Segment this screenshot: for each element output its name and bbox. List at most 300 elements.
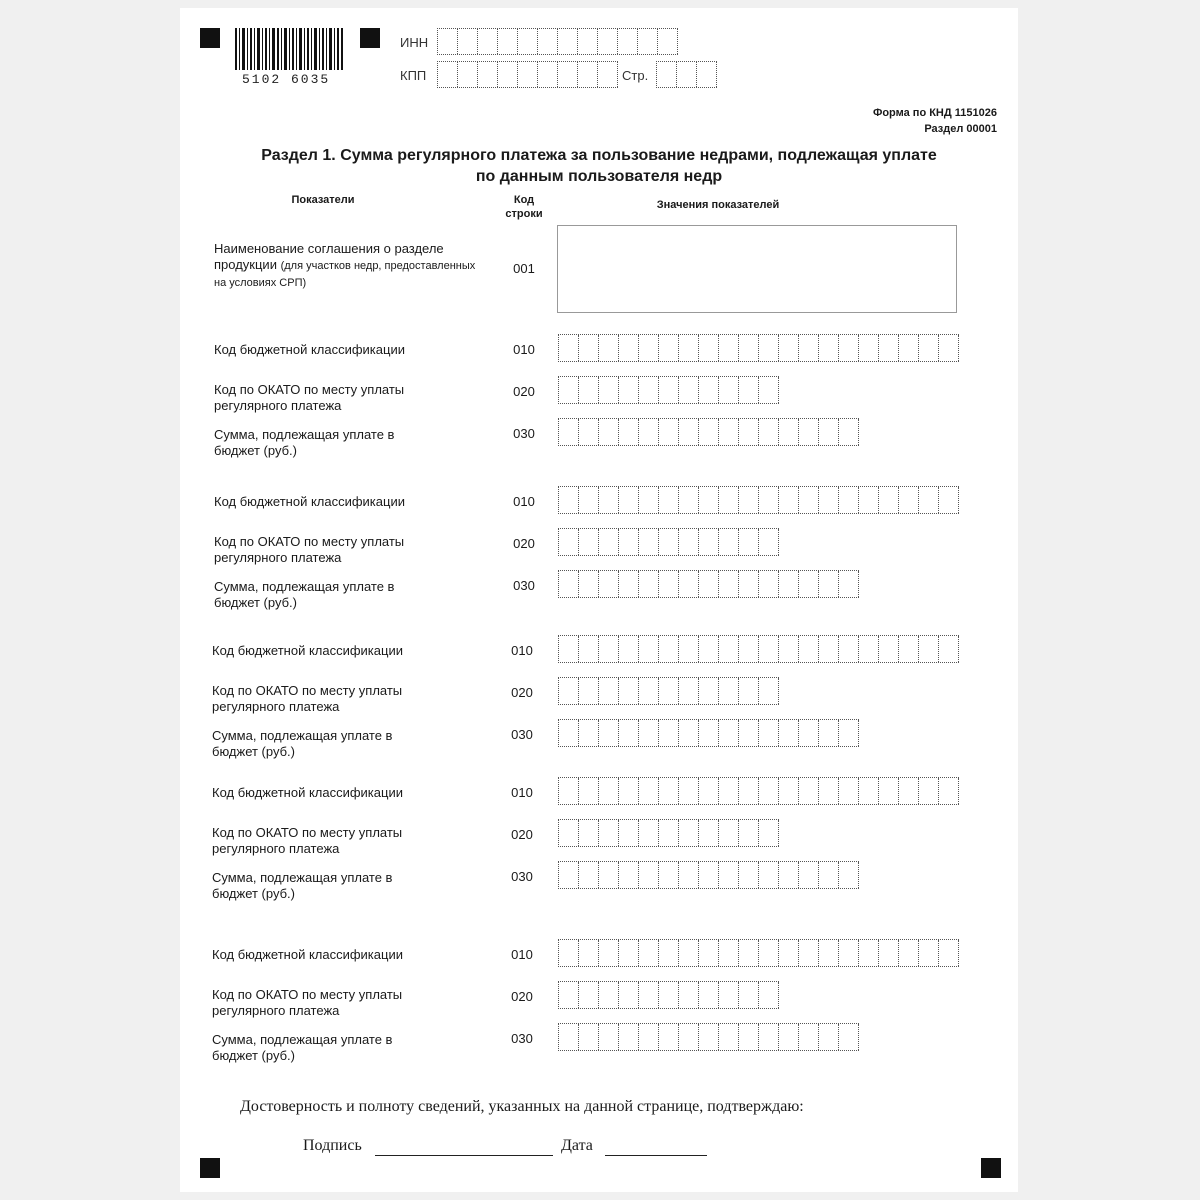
input-cell[interactable] [739,377,759,403]
input-cell[interactable] [697,62,717,87]
signature-field[interactable] [375,1155,553,1156]
input-cell[interactable] [699,419,719,445]
block-2-kbk-field[interactable] [558,486,959,514]
block-3-okato-field[interactable] [558,677,779,705]
input-cell[interactable] [939,778,959,804]
input-cell[interactable] [619,820,639,846]
input-cell[interactable] [719,419,739,445]
block-5-kbk-field[interactable] [558,939,959,967]
input-cell[interactable] [899,778,919,804]
input-cell[interactable] [599,335,619,361]
input-cell[interactable] [839,571,859,597]
input-cell[interactable] [879,335,899,361]
input-cell[interactable] [779,720,799,746]
input-cell[interactable] [759,529,779,555]
input-cell[interactable] [839,636,859,662]
input-cell[interactable] [779,487,799,513]
input-cell[interactable] [558,62,578,87]
page-label: Стр. [622,68,649,83]
input-cell[interactable] [619,940,639,966]
input-cell[interactable] [799,487,819,513]
input-cell[interactable] [919,636,939,662]
input-cell[interactable] [819,1024,839,1050]
input-cell[interactable] [679,982,699,1008]
input-cell[interactable] [619,335,639,361]
input-cell[interactable] [859,940,879,966]
input-cell[interactable] [719,571,739,597]
input-cell[interactable] [639,335,659,361]
agreement-label-main: Наименование соглашения о разделе продукции [214,241,444,272]
input-cell[interactable] [799,862,819,888]
input-cell[interactable] [759,940,779,966]
input-cell[interactable] [739,982,759,1008]
input-cell[interactable] [639,862,659,888]
input-cell[interactable] [759,377,779,403]
input-cell[interactable] [759,678,779,704]
input-cell[interactable] [719,487,739,513]
input-cell[interactable] [599,636,619,662]
input-cell[interactable] [819,940,839,966]
block-4-okato-label: Код по ОКАТО по месту уплаты регулярного платежа [212,825,403,856]
input-cell[interactable] [699,862,719,888]
input-cell[interactable] [799,419,819,445]
input-cell[interactable] [639,820,659,846]
input-cell[interactable] [799,940,819,966]
input-cell[interactable] [879,636,899,662]
input-cell[interactable] [619,678,639,704]
input-cell[interactable] [458,29,478,54]
input-cell[interactable] [699,571,719,597]
agreement-label-note: (для участков недр, предоставленных на условиях СРП) [214,260,476,289]
input-cell[interactable] [638,29,658,54]
input-cell[interactable] [599,720,619,746]
input-cell[interactable] [739,419,759,445]
input-cell[interactable] [578,62,598,87]
input-cell[interactable] [679,720,699,746]
input-cell[interactable] [559,982,579,1008]
input-cell[interactable] [639,529,659,555]
input-cell[interactable] [819,720,839,746]
input-cell[interactable] [719,778,739,804]
input-cell[interactable] [579,571,599,597]
input-cell[interactable] [579,940,599,966]
block-2-okato-field[interactable] [558,528,779,556]
input-cell[interactable] [659,720,679,746]
input-cell[interactable] [739,487,759,513]
input-cell[interactable] [578,29,598,54]
input-cell[interactable] [839,487,859,513]
input-cell[interactable] [819,335,839,361]
input-cell[interactable] [719,529,739,555]
input-cell[interactable] [559,940,579,966]
input-cell[interactable] [679,636,699,662]
input-cell[interactable] [679,820,699,846]
input-cell[interactable] [719,377,739,403]
input-cell[interactable] [699,1024,719,1050]
input-cell[interactable] [779,571,799,597]
input-cell[interactable] [559,862,579,888]
input-cell[interactable] [659,419,679,445]
input-cell[interactable] [899,636,919,662]
input-cell[interactable] [739,529,759,555]
input-cell[interactable] [739,678,759,704]
input-cell[interactable] [699,335,719,361]
input-cell[interactable] [659,487,679,513]
input-cell[interactable] [719,940,739,966]
input-cell[interactable] [579,720,599,746]
input-cell[interactable] [779,778,799,804]
input-cell[interactable] [699,529,719,555]
input-cell[interactable] [498,29,518,54]
input-cell[interactable] [478,62,498,87]
input-cell[interactable] [679,778,699,804]
input-cell[interactable] [679,940,699,966]
block-4-sum-code: 030 [511,869,533,884]
block-5-sum-field[interactable] [558,1023,859,1051]
input-cell[interactable] [599,820,619,846]
input-cell[interactable] [699,820,719,846]
block-4-okato-field[interactable] [558,819,779,847]
corner-marker-top-left [200,28,220,48]
input-cell[interactable] [739,720,759,746]
input-cell[interactable] [779,940,799,966]
input-cell[interactable] [559,636,579,662]
input-cell[interactable] [518,29,538,54]
kpp-label: КПП [400,68,427,83]
input-cell[interactable] [799,1024,819,1050]
input-cell[interactable] [659,636,679,662]
input-cell[interactable] [559,820,579,846]
input-cell[interactable] [559,529,579,555]
block-1-sum-code: 030 [513,426,535,441]
input-cell[interactable] [679,529,699,555]
input-cell[interactable] [719,982,739,1008]
input-cell[interactable] [659,820,679,846]
input-cell[interactable] [759,720,779,746]
input-cell[interactable] [559,419,579,445]
input-cell[interactable] [619,571,639,597]
input-cell[interactable] [899,335,919,361]
block-3-sum-label: Сумма, подлежащая уплате в бюджет (руб.) [212,728,393,759]
input-cell[interactable] [579,982,599,1008]
input-cell[interactable] [659,678,679,704]
input-cell[interactable] [598,29,618,54]
section-title [180,145,1018,187]
input-cell[interactable] [719,636,739,662]
input-cell[interactable] [619,862,639,888]
input-cell[interactable] [559,377,579,403]
input-cell[interactable] [839,335,859,361]
input-cell[interactable] [879,778,899,804]
input-cell[interactable] [899,940,919,966]
input-cell[interactable] [599,982,619,1008]
input-cell[interactable] [759,862,779,888]
input-cell[interactable] [699,940,719,966]
block-1-okato-field[interactable] [558,376,779,404]
input-cell[interactable] [859,487,879,513]
input-cell[interactable] [599,940,619,966]
input-cell[interactable] [839,1024,859,1050]
input-cell[interactable] [579,487,599,513]
input-cell[interactable] [599,377,619,403]
input-cell[interactable] [579,862,599,888]
input-cell[interactable] [739,778,759,804]
input-cell[interactable] [599,487,619,513]
input-cell[interactable] [819,419,839,445]
input-cell[interactable] [759,1024,779,1050]
input-cell[interactable] [819,487,839,513]
input-cell[interactable] [799,720,819,746]
input-cell[interactable] [759,820,779,846]
corner-marker-top-right [360,28,380,48]
input-cell[interactable] [659,571,679,597]
input-cell[interactable] [919,335,939,361]
input-cell[interactable] [699,377,719,403]
barcode-icon [235,28,345,70]
input-cell[interactable] [779,419,799,445]
input-cell[interactable] [739,862,759,888]
input-cell[interactable] [779,862,799,888]
input-cell[interactable] [579,529,599,555]
input-cell[interactable] [579,419,599,445]
input-cell[interactable] [639,720,659,746]
input-cell[interactable] [659,1024,679,1050]
input-cell[interactable] [639,940,659,966]
input-cell[interactable] [618,29,638,54]
input-cell[interactable] [799,335,819,361]
input-cell[interactable] [799,636,819,662]
input-cell[interactable] [559,487,579,513]
input-cell[interactable] [799,778,819,804]
input-cell[interactable] [559,678,579,704]
input-cell[interactable] [619,487,639,513]
input-cell[interactable] [739,1024,759,1050]
input-cell[interactable] [699,678,719,704]
input-cell[interactable] [658,29,678,54]
block-3-kbk-code: 010 [511,643,533,658]
input-cell[interactable] [859,335,879,361]
input-cell[interactable] [759,419,779,445]
input-cell[interactable] [819,778,839,804]
input-cell[interactable] [699,982,719,1008]
input-cell[interactable] [739,571,759,597]
input-cell[interactable] [599,778,619,804]
input-cell[interactable] [679,335,699,361]
input-cell[interactable] [919,778,939,804]
input-cell[interactable] [639,636,659,662]
input-cell[interactable] [598,62,618,87]
input-cell[interactable] [719,335,739,361]
input-cell[interactable] [559,1024,579,1050]
input-cell[interactable] [759,335,779,361]
input-cell[interactable] [699,636,719,662]
input-cell[interactable] [619,720,639,746]
input-cell[interactable] [559,778,579,804]
input-cell[interactable] [859,636,879,662]
input-cell[interactable] [759,487,779,513]
input-cell[interactable] [739,636,759,662]
block-1-kbk-field[interactable] [558,334,959,362]
input-cell[interactable] [679,1024,699,1050]
input-cell[interactable] [558,29,578,54]
input-cell[interactable] [819,862,839,888]
input-cell[interactable] [639,487,659,513]
block-2-sum-field[interactable] [558,570,859,598]
input-cell[interactable] [839,419,859,445]
input-cell[interactable] [759,778,779,804]
input-cell[interactable] [559,720,579,746]
input-cell[interactable] [739,940,759,966]
agreement-name-input[interactable] [557,225,957,313]
input-cell[interactable] [699,487,719,513]
input-cell[interactable] [739,335,759,361]
input-cell[interactable] [538,29,558,54]
input-cell[interactable] [899,487,919,513]
input-cell[interactable] [759,571,779,597]
input-cell[interactable] [599,678,619,704]
column-header-values: Значения показателей [656,199,780,211]
form-code-block [873,105,997,137]
input-cell[interactable] [458,62,478,87]
page-number-field[interactable] [656,61,717,88]
input-cell[interactable] [619,419,639,445]
input-cell[interactable] [679,571,699,597]
block-3-sum-field[interactable] [558,719,859,747]
input-cell[interactable] [579,820,599,846]
input-cell[interactable] [659,940,679,966]
kpp-field[interactable] [437,61,618,88]
block-4-sum-field[interactable] [558,861,859,889]
input-cell[interactable] [839,720,859,746]
input-cell[interactable] [639,982,659,1008]
input-cell[interactable] [619,529,639,555]
input-cell[interactable] [919,940,939,966]
input-cell[interactable] [619,636,639,662]
input-cell[interactable] [679,862,699,888]
input-cell[interactable] [779,636,799,662]
input-cell[interactable] [659,335,679,361]
input-cell[interactable] [599,862,619,888]
input-cell[interactable] [659,862,679,888]
inn-field[interactable] [437,28,678,55]
input-cell[interactable] [619,1024,639,1050]
input-cell[interactable] [619,982,639,1008]
input-cell[interactable] [677,62,697,87]
input-cell[interactable] [779,335,799,361]
input-cell[interactable] [839,862,859,888]
input-cell[interactable] [739,820,759,846]
input-cell[interactable] [579,678,599,704]
input-cell[interactable] [659,377,679,403]
input-cell[interactable] [939,940,959,966]
input-cell[interactable] [438,62,458,87]
input-cell[interactable] [759,982,779,1008]
input-cell[interactable] [759,636,779,662]
input-cell[interactable] [538,62,558,87]
input-cell[interactable] [699,720,719,746]
block-4-kbk-label: Код бюджетной классификации [212,785,403,800]
input-cell[interactable] [639,377,659,403]
input-cell[interactable] [599,571,619,597]
input-cell[interactable] [659,778,679,804]
input-cell[interactable] [939,636,959,662]
column-header-code-line1: Код [513,194,535,206]
input-cell[interactable] [859,778,879,804]
input-cell[interactable] [839,940,859,966]
input-cell[interactable] [579,335,599,361]
input-cell[interactable] [779,1024,799,1050]
block-3-kbk-label: Код бюджетной классификации [212,643,403,658]
input-cell[interactable] [719,820,739,846]
input-cell[interactable] [579,1024,599,1050]
block-5-okato-field[interactable] [558,981,779,1009]
input-cell[interactable] [579,636,599,662]
block-4-okato-code: 020 [511,827,533,842]
input-cell[interactable] [518,62,538,87]
input-cell[interactable] [799,571,819,597]
input-cell[interactable] [879,487,899,513]
input-cell[interactable] [659,982,679,1008]
input-cell[interactable] [679,678,699,704]
block-3-okato-label: Код по ОКАТО по месту уплаты регулярного платежа [212,683,403,714]
input-cell[interactable] [679,377,699,403]
block-2-kbk-label: Код бюджетной классификации [214,494,405,509]
input-cell[interactable] [719,720,739,746]
input-cell[interactable] [639,419,659,445]
input-cell[interactable] [919,487,939,513]
input-cell[interactable] [659,529,679,555]
input-cell[interactable] [657,62,677,87]
input-cell[interactable] [719,678,739,704]
input-cell[interactable] [639,1024,659,1050]
input-cell[interactable] [599,419,619,445]
block-5-okato-code: 020 [511,989,533,1004]
input-cell[interactable] [939,487,959,513]
input-cell[interactable] [819,636,839,662]
block-1-kbk-code: 010 [513,342,535,357]
input-cell[interactable] [599,529,619,555]
input-cell[interactable] [839,778,859,804]
date-field[interactable] [605,1155,707,1156]
section-title-line2: по данным пользователя недр [475,168,723,185]
input-cell[interactable] [619,778,639,804]
block-4-kbk-field[interactable] [558,777,959,805]
input-cell[interactable] [559,571,579,597]
block-3-kbk-field[interactable] [558,635,959,663]
input-cell[interactable] [879,940,899,966]
input-cell[interactable] [719,862,739,888]
input-cell[interactable] [819,571,839,597]
input-cell[interactable] [639,571,659,597]
input-cell[interactable] [498,62,518,87]
input-cell[interactable] [579,778,599,804]
input-cell[interactable] [699,778,719,804]
input-cell[interactable] [939,335,959,361]
input-cell[interactable] [719,1024,739,1050]
input-cell[interactable] [559,335,579,361]
input-cell[interactable] [599,1024,619,1050]
input-cell[interactable] [679,487,699,513]
input-cell[interactable] [639,678,659,704]
block-4-sum-label: Сумма, подлежащая уплате в бюджет (руб.) [212,870,393,901]
block-1-sum-field[interactable] [558,418,859,446]
input-cell[interactable] [639,778,659,804]
input-cell[interactable] [619,377,639,403]
input-cell[interactable] [438,29,458,54]
input-cell[interactable] [679,419,699,445]
input-cell[interactable] [478,29,498,54]
input-cell[interactable] [579,377,599,403]
